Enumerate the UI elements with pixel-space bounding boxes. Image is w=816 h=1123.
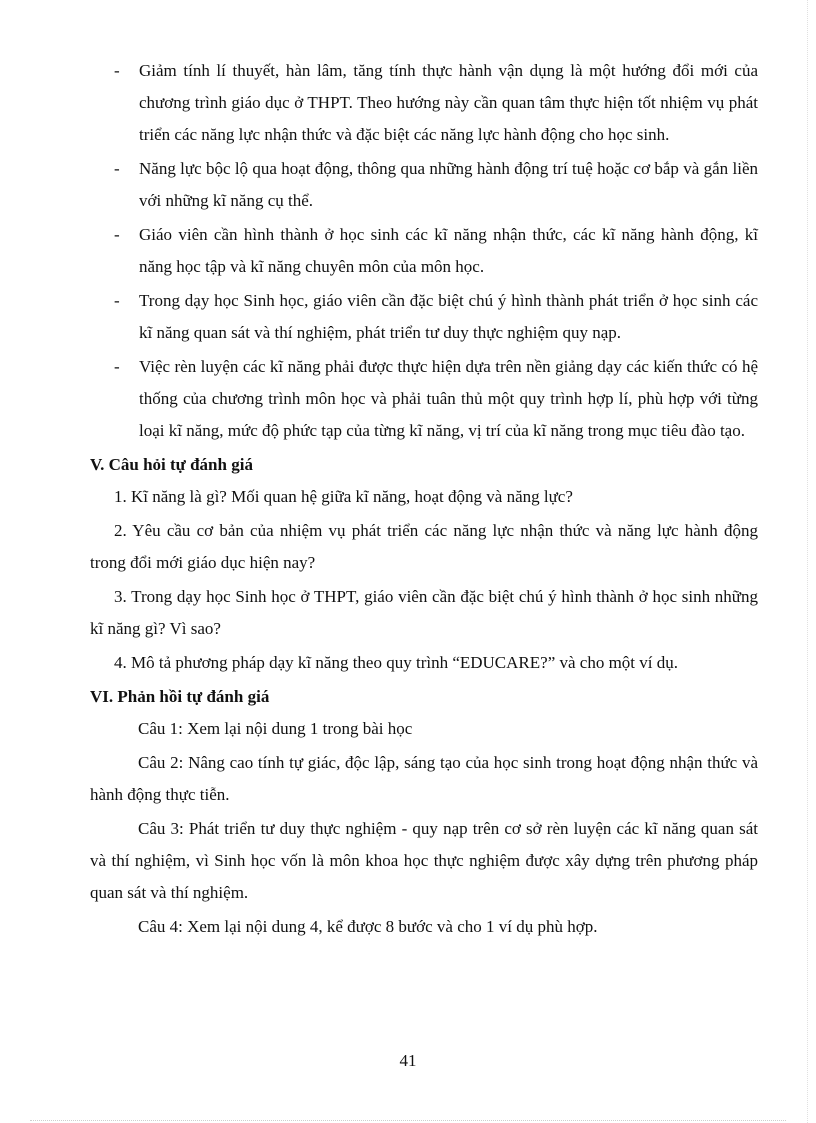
question-item: 1. Kĩ năng là gì? Mối quan hệ giữa kĩ năng, hoạt động và năng lực?: [114, 487, 573, 506]
question-item: 4. Mô tả phương pháp dạy kĩ năng theo quy trình “EDUCARE?” và cho một ví dụ.: [114, 653, 678, 672]
bullet-text: Năng lực bộc lộ qua hoạt động, thông qua những hành động trí tuệ hoặc cơ bắp và gắn liền với những kĩ năng cụ thể.: [139, 159, 758, 210]
bullet-item: [90, 153, 758, 217]
bullet-dash: -: [114, 61, 120, 80]
page-right-divider: [807, 0, 808, 1123]
bullet-text: Giáo viên cần hình thành ở học sinh các kĩ năng nhận thức, các kĩ năng hành động, kĩ năng học tập và kĩ năng chuyên môn của môn học.: [139, 225, 758, 276]
answer-item: Câu 4: Xem lại nội dung 4, kể được 8 bước và cho 1 ví dụ phù hợp.: [138, 917, 598, 936]
question-item: 3. Trong dạy học Sinh học ở THPT, giáo viên cần đặc biệt chú ý hình thành ở học sinh những kĩ năng gì? Vì sao?: [90, 587, 758, 638]
bullet-dash: -: [114, 291, 120, 310]
bullet-text: Trong dạy học Sinh học, giáo viên cần đặc biệt chú ý hình thành phát triển ở học sinh các kĩ năng quan sát và thí nghiệm, phát triển tư duy thực nghiệm quy nạp.: [139, 291, 758, 342]
bullet-item: [90, 285, 758, 349]
section-heading-self-assessment-questions: V. Câu hỏi tự đánh giá: [90, 455, 253, 474]
bullet-dash: -: [114, 159, 120, 178]
document-page: [90, 55, 758, 945]
bullet-text: Việc rèn luyện các kĩ năng phải được thực hiện dựa trên nền giảng dạy các kiến thức có hệ thống của chương trình môn học và phải tuân thủ một quy trình hợp lí, phù hợp với từng loại kĩ năng, mức độ phức tạp của từng kĩ năng, vị trí của kĩ năng trong mục tiêu đào tạo.: [139, 357, 758, 440]
bullet-item: [90, 219, 758, 283]
bullet-dash: -: [114, 357, 120, 376]
section-heading-self-assessment-feedback: VI. Phản hồi tự đánh giá: [90, 687, 270, 706]
bullet-item: [90, 351, 758, 447]
answer-item: Câu 2: Nâng cao tính tự giác, độc lập, sáng tạo của học sinh trong hoạt động nhận thức và hành động thực tiễn.: [90, 753, 758, 804]
question-item: 2. Yêu cầu cơ bản của nhiệm vụ phát triển các năng lực nhận thức và năng lực hành động trong đổi mới giáo dục hiện nay?: [90, 521, 758, 572]
answer-item: Câu 1: Xem lại nội dung 1 trong bài học: [138, 719, 413, 738]
page-number: 41: [399, 1051, 417, 1070]
answer-item: Câu 3: Phát triển tư duy thực nghiệm - quy nạp trên cơ sở rèn luyện các kĩ năng quan sát và thí nghiệm, vì Sinh học vốn là môn khoa học thực nghiệm được xây dựng trên phương pháp quan sát và thí nghiệm.: [90, 819, 758, 902]
bullet-text: Giảm tính lí thuyết, hàn lâm, tăng tính thực hành vận dụng là một hướng đổi mới của chương trình giáo dục ở THPT. Theo hướng này cần quan tâm thực hiện tốt nhiệm vụ phát triển các năng lực nhận thức và đặc biệt các năng lực hành động cho học sinh.: [139, 61, 758, 144]
bullet-dash: -: [114, 225, 120, 244]
bullet-item: [90, 55, 758, 151]
page-bottom-divider: [30, 1120, 786, 1121]
